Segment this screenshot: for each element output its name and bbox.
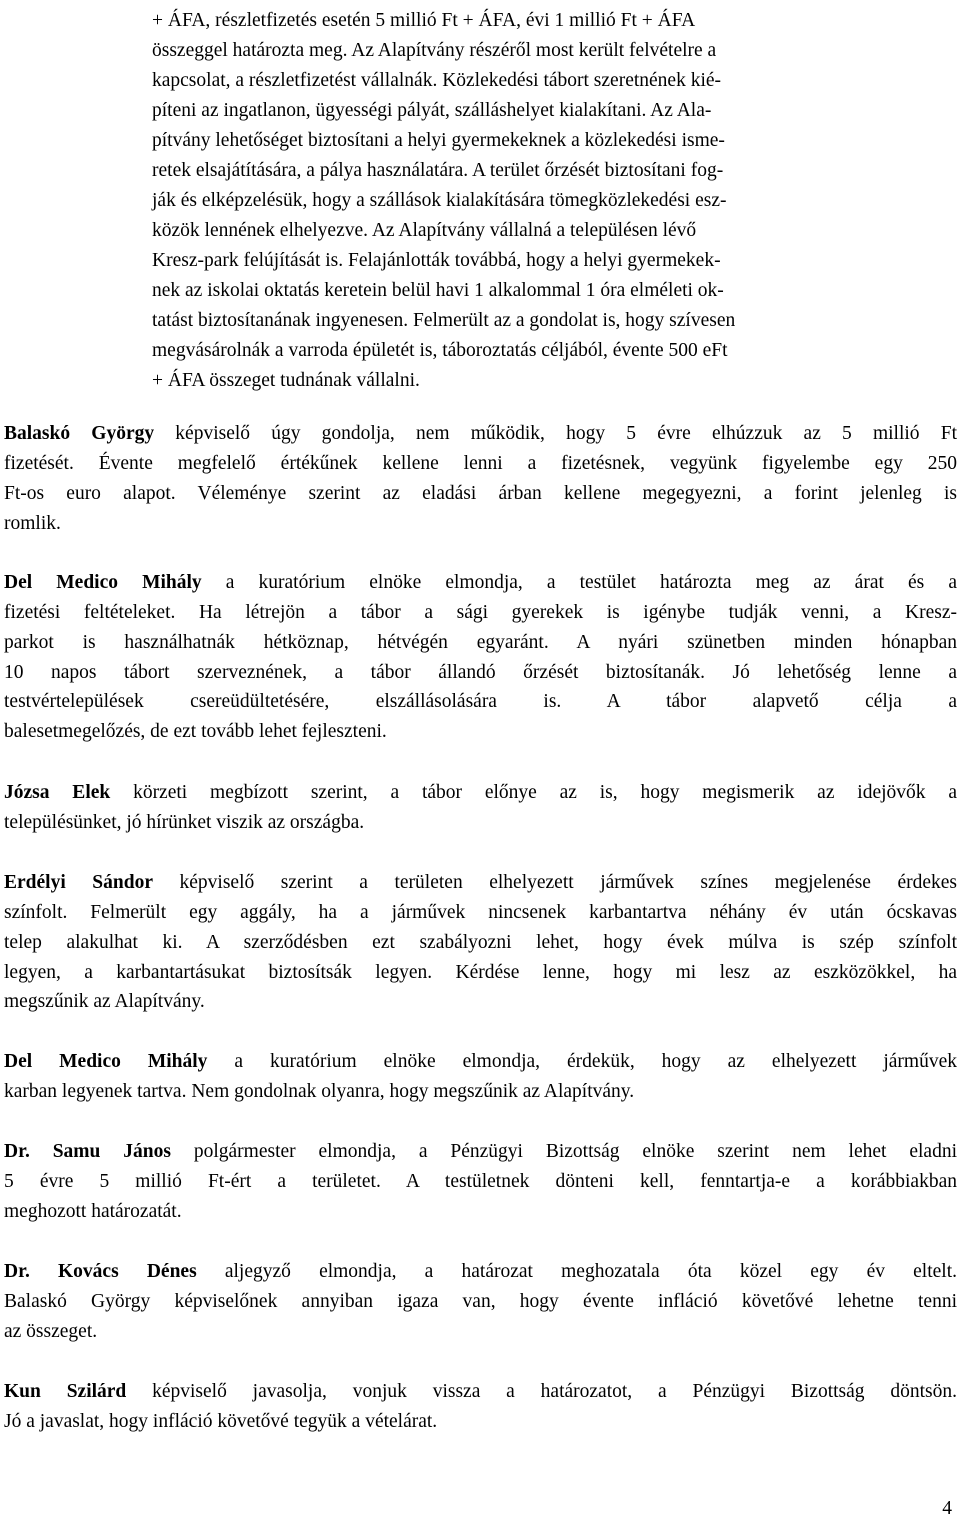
intro-line: Kresz-park felújítását is. Felajánlották továbbá, hogy a helyi gyermekek-	[152, 250, 721, 271]
paragraph-line: parkot is használhatnák hétköznap, hétvégén egyaránt. A nyári szünetben minden hónapban	[4, 631, 957, 653]
intro-line: ják és elképzelésük, hogy a szállások kialakítására tömegközlekedési esz-	[152, 190, 727, 211]
paragraph-line: megszűnik az Alapítvány.	[4, 991, 205, 1013]
paragraph-text: képviselő szerint a területen elhelyezett járművek színes megjelenése érdekes	[152, 872, 958, 893]
intro-line: + ÁFA összeget tudnának vállalni.	[152, 370, 420, 391]
paragraph-first-line	[4, 419, 957, 449]
paragraph-line: Jó a javaslat, hogy infláció követővé tegyük a vételárat.	[4, 1410, 438, 1432]
paragraph-balasko	[4, 419, 957, 538]
speaker-name: Dr. Samu János	[4, 1141, 171, 1162]
paragraph-kun	[4, 1377, 957, 1437]
speaker-name: Balaskó György	[4, 423, 155, 444]
paragraph-erdelyi	[4, 868, 957, 1017]
intro-line: píteni az ingatlanon, ügyességi pályát, szálláshelyet kialakítani. Az Ala-	[152, 100, 712, 121]
paragraph-first-line	[4, 778, 957, 808]
paragraph-line: meghozott határozatát.	[4, 1200, 182, 1222]
paragraph-line: romlik.	[4, 512, 61, 534]
page-number: 4	[942, 1498, 952, 1519]
paragraph-line: 10 napos tábort szerveznének, a tábor állandó őrzését biztosítanák. Jó lehetőség lenne a	[4, 661, 957, 683]
paragraph-text: körzeti megbízott szerint, a tábor előnye az is, hogy megismerik az idejövők a	[110, 782, 958, 803]
intro-line: tatást biztosítanának ingyenesen. Felmerült az a gondolat is, hogy szívesen	[152, 310, 736, 331]
intro-line: nek az iskolai oktatás keretein belül havi 1 alkalommal 1 óra elméleti ok-	[152, 280, 724, 301]
paragraph-line: karban legyenek tartva. Nem gondolnak olyanra, hogy megszűnik az Alapítvány.	[4, 1080, 635, 1102]
speaker-name: Del Medico Mihály	[4, 572, 202, 593]
speaker-name: Erdélyi Sándor	[4, 872, 153, 893]
intro-line: kapcsolat, a részletfizetést vállalnák. Közlekedési tábort szeretnének kié-	[152, 70, 722, 91]
paragraph-first-line	[4, 868, 957, 898]
paragraph-text: polgármester elmondja, a Pénzügyi Bizottság elnöke szerint nem lehet eladni	[170, 1141, 957, 1162]
paragraph-line: fizetését. Évente megfelelő értékűnek kellene lenni a fizetésnek, vegyünk figyelembe egy 250	[4, 452, 957, 474]
paragraph-text: aljegyző elmondja, a határozat meghozatala óta közel egy év eltelt.	[196, 1261, 958, 1282]
paragraph-kovacs	[4, 1257, 957, 1347]
intro-line: megvásárolnák a varroda épületét is, táboroztatás céljából, évente 500 eFt	[152, 340, 728, 361]
paragraph-line: legyen, a karbantartásukat biztosítsák legyen. Kérdése lenne, hogy mi lesz az eszközökkel, ha	[4, 961, 957, 983]
paragraph-line: telep alakulhat ki. A szerződésben ezt szabályozni lehet, hogy évek múlva is szép színfolt	[4, 931, 957, 953]
paragraph-del-medico-2	[4, 1047, 957, 1107]
paragraph-line: Balaskó György képviselőnek annyiban igaza van, hogy évente infláció követővé lehetne tenni	[4, 1290, 957, 1312]
paragraph-first-line	[4, 1377, 957, 1407]
speaker-name: Kun Szilárd	[4, 1381, 127, 1402]
paragraph-line: 5 évre 5 millió Ft-ért a területet. A testületnek dönteni kell, fenntartja-e a korábbiakban	[4, 1170, 957, 1192]
paragraph-line: fizetési feltételeket. Ha létrejön a tábor a sági gyerekek is igénybe tudják venni, a Kresz-	[4, 601, 957, 623]
intro-line: közök lennének elhelyezve. Az Alapítvány vállalná a településen lévő	[152, 220, 697, 241]
paragraph-first-line	[4, 1047, 957, 1077]
intro-line: + ÁFA, részletfizetés esetén 5 millió Ft + ÁFA, évi 1 millió Ft + ÁFA	[152, 10, 696, 31]
speaker-name: Józsa Elek	[4, 782, 111, 803]
paragraph-first-line	[4, 1257, 957, 1287]
speaker-name: Dr. Kovács Dénes	[4, 1261, 197, 1282]
paragraph-del-medico-1	[4, 568, 957, 747]
intro-line: összeggel határozta meg. Az Alapítvány részéről most került felvételre a	[152, 40, 717, 61]
speaker-name: Del Medico Mihály	[4, 1051, 208, 1072]
paragraph-samu	[4, 1137, 957, 1227]
paragraph-line: színfolt. Felmerült egy aggály, ha a járművek nincsenek karbantartva néhány év után ócskavas	[4, 901, 957, 923]
paragraph-first-line	[4, 568, 957, 598]
intro-indented-block	[152, 6, 912, 396]
paragraph-line: testvértelepülések cserеüdültetésérе, elszállásolására is. A tábor alapvető célja a	[4, 691, 957, 713]
paragraph-text: a kuratórium elnöke elmondja, érdekük, hogy az elhelyezett járművek	[207, 1051, 957, 1072]
intro-line: retek elsajátítására, a pálya használatára. A terület őrzését biztosítani fog-	[152, 160, 724, 181]
paragraph-text: képviselő javasolja, vonjuk vissza a határozatot, a Pénzügyi Bizottság döntsön.	[126, 1381, 957, 1402]
paragraph-line: balesetmegelőzés, de ezt tovább lehet fejleszteni.	[4, 721, 387, 743]
paragraph-text: képviselő úgy gondolja, nem működik, hogy 5 évre elhúzzuk az 5 millió Ft	[154, 423, 957, 444]
intro-line: pítvány lehetőséget biztosítani a helyi gyermekeknek a közlekedési isme-	[152, 130, 725, 151]
paragraph-first-line	[4, 1137, 957, 1167]
paragraph-line: településünket, jó hírünket viszik az országba.	[4, 811, 365, 833]
paragraph-text: a kuratórium elnöke elmondja, a testület határozta meg az árat és a	[201, 572, 957, 593]
paragraph-jozsa	[4, 778, 957, 838]
paragraph-line: Ft-os euro alapot. Véleménye szerint az eladási árban kellene megegyezni, a forint jelenleg is	[4, 482, 957, 504]
paragraph-line: az összeget.	[4, 1320, 98, 1342]
